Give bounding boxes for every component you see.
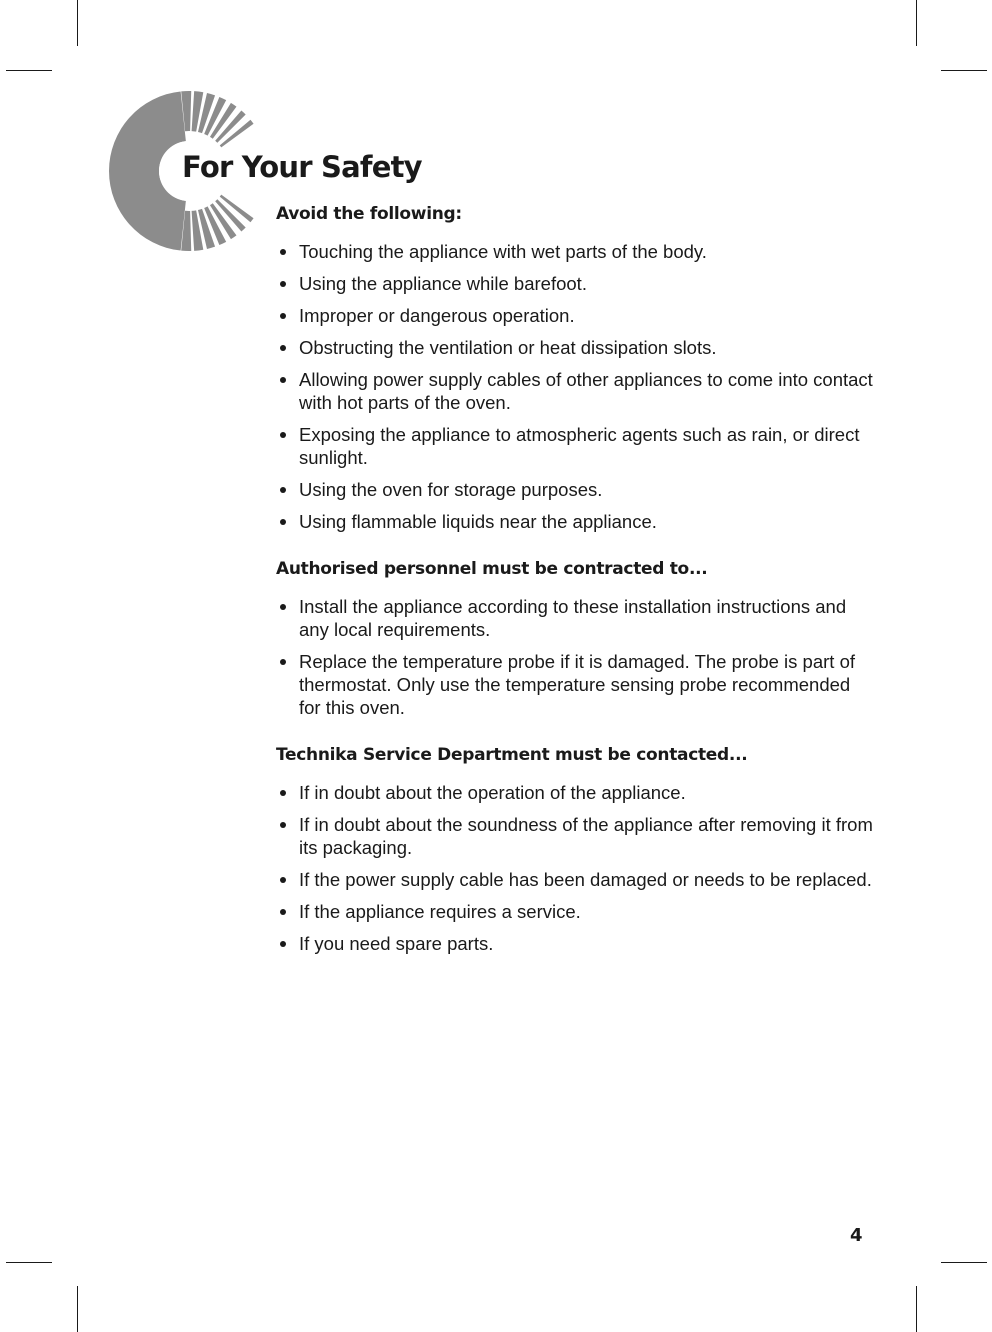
bullet-icon — [280, 822, 286, 828]
bullet-icon — [280, 790, 286, 796]
list-item — [276, 595, 876, 641]
section-heading-service: Technika Service Department must be contacted... — [276, 745, 748, 765]
list-item-text: Using the oven for storage purposes. — [299, 479, 603, 500]
crop-mark-bottom-right-vertical — [916, 1286, 917, 1332]
list-item-text: Using flammable liquids near the appliance. — [299, 511, 657, 532]
list-item — [276, 272, 876, 295]
list-item — [276, 650, 876, 719]
section-service-department — [276, 745, 876, 955]
crop-mark-top-right-vertical — [916, 0, 917, 46]
list-avoid — [276, 240, 876, 533]
crop-mark-bottom-left-horizontal — [6, 1262, 52, 1263]
crop-mark-top-left-horizontal — [6, 70, 52, 71]
bullet-icon — [280, 659, 286, 665]
list-item-text: If in doubt about the soundness of the appliance after removing it from its packaging. — [299, 814, 873, 858]
crop-mark-bottom-left-vertical — [77, 1286, 78, 1332]
list-item-text: Install the appliance according to these installation instructions and any local requirements. — [299, 596, 847, 640]
list-item — [276, 478, 876, 501]
list-item-text: If the power supply cable has been damaged or needs to be replaced. — [299, 869, 872, 890]
bullet-icon — [280, 877, 286, 883]
page-title: For Your Safety — [182, 150, 422, 184]
list-item — [276, 868, 876, 891]
section-authorised-personnel — [276, 559, 876, 719]
list-item — [276, 304, 876, 327]
list-item-text: If in doubt about the operation of the appliance. — [299, 782, 686, 803]
list-item — [276, 368, 876, 414]
bullet-icon — [280, 249, 286, 255]
crop-mark-top-left-vertical — [77, 0, 78, 46]
safety-content — [276, 204, 876, 964]
list-item — [276, 240, 876, 263]
section-heading-authorised: Authorised personnel must be contracted to... — [276, 559, 708, 579]
bullet-icon — [280, 487, 286, 493]
list-service — [276, 781, 876, 955]
list-item-text: If the appliance requires a service. — [299, 901, 581, 922]
list-item-text: Allowing power supply cables of other appliances to come into contact with hot parts of the oven. — [299, 369, 873, 413]
list-item-text: Touching the appliance with wet parts of the body. — [299, 241, 707, 262]
list-item-text: If you need spare parts. — [299, 933, 494, 954]
list-item — [276, 423, 876, 469]
list-item — [276, 781, 876, 804]
list-authorised — [276, 595, 876, 719]
list-item-text: Exposing the appliance to atmospheric agents such as rain, or direct sunlight. — [299, 424, 860, 468]
bullet-icon — [280, 432, 286, 438]
bullet-icon — [280, 281, 286, 287]
crop-mark-bottom-right-horizontal — [941, 1262, 987, 1263]
bullet-icon — [280, 345, 286, 351]
bullet-icon — [280, 604, 286, 610]
crop-mark-top-right-horizontal — [941, 70, 987, 71]
list-item — [276, 900, 876, 923]
list-item-text: Replace the temperature probe if it is damaged. The probe is part of thermostat. Only use the temperature sensing probe recommended for this oven. — [299, 651, 856, 718]
section-avoid — [276, 204, 876, 533]
list-item-text: Improper or dangerous operation. — [299, 305, 575, 326]
list-item — [276, 813, 876, 859]
bullet-icon — [280, 313, 286, 319]
section-heading-avoid: Avoid the following: — [276, 204, 462, 224]
list-item-text: Obstructing the ventilation or heat dissipation slots. — [299, 337, 717, 358]
bullet-icon — [280, 519, 286, 525]
list-item — [276, 510, 876, 533]
bullet-icon — [280, 377, 286, 383]
list-item — [276, 932, 876, 955]
bullet-icon — [280, 941, 286, 947]
list-item-text: Using the appliance while barefoot. — [299, 273, 587, 294]
page-number: 4 — [850, 1225, 863, 1246]
bullet-icon — [280, 909, 286, 915]
list-item — [276, 336, 876, 359]
